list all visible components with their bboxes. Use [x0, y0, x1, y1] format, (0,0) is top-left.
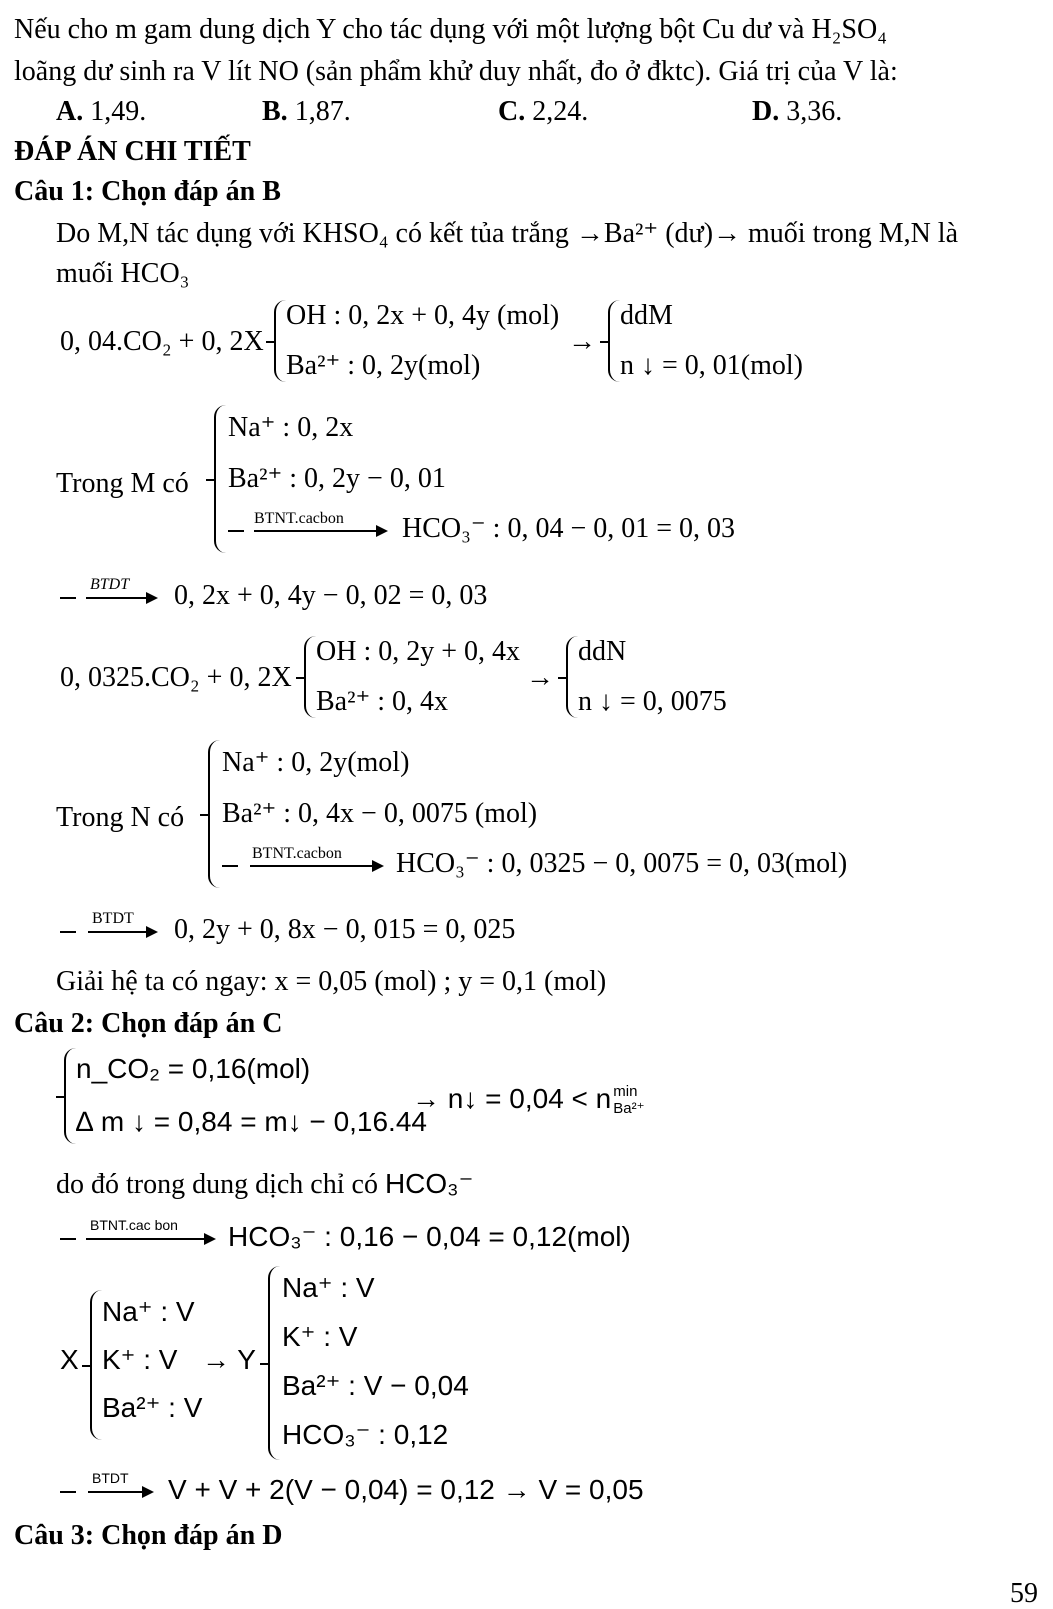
q2-text-1	[56, 1170, 473, 1199]
option-letter: C.	[498, 96, 526, 127]
long-arrow-icon	[88, 931, 156, 933]
q1-m2: Ba²⁺ : 0, 2y − 0, 01	[228, 463, 446, 494]
q1-eq2-left: 0, 0325.CO₂ + 0, 2X	[60, 662, 292, 693]
q1-heading: Câu 1: Chọn đáp án B	[14, 176, 281, 207]
q2-btnt: HCO₃⁻ : 0,16 − 0,04 = 0,12(mol)	[228, 1221, 631, 1252]
brace	[268, 1266, 280, 1460]
q1-eq1-r2: n ↓ = 0, 01(mol)	[620, 350, 803, 381]
long-arrow-icon	[86, 597, 156, 599]
arrow-label: BTNT.cac bon	[90, 1217, 178, 1233]
q2-x3: Ba²⁺ : V	[102, 1392, 203, 1423]
option-d	[752, 98, 842, 126]
q1-eq1-b2: Ba²⁺ : 0, 2y(mol)	[286, 350, 481, 381]
option-letter: D.	[752, 96, 780, 127]
q1-text-2: muối HCO₃	[56, 258, 190, 289]
q1-n-label: Trong N có	[56, 802, 185, 833]
arrow-label: BTDT	[90, 576, 130, 593]
dash	[60, 1491, 76, 1493]
dash	[228, 530, 244, 532]
q2-s-right-main: n↓ = 0,04 < n	[447, 1082, 612, 1114]
arrow-icon: →	[526, 662, 554, 693]
arrow-label: BTDT	[92, 910, 134, 927]
q2-s1: n_CO₂ = 0,16(mol)	[76, 1053, 311, 1084]
q1-eq2-r1: ddN	[578, 636, 627, 667]
long-arrow-icon	[250, 865, 382, 867]
brace	[90, 1290, 102, 1440]
q2-y-label: → Y	[202, 1344, 256, 1375]
long-arrow-icon	[88, 1491, 152, 1493]
arrow-label: BTNT.cacbon	[254, 510, 344, 527]
q2-y2: K⁺ : V	[282, 1321, 358, 1352]
q2-x-label: X	[60, 1344, 79, 1375]
option-value: 1,49.	[90, 96, 147, 127]
q1-text-1: Do M,N tác dụng với KHSO₄ có kết tủa trắng →Ba²⁺ (dư)→ muối trong M,N là	[56, 218, 959, 249]
option-value: 2,24.	[532, 96, 589, 127]
option-letter: A.	[56, 96, 84, 127]
arrow-label: BTDT	[92, 1470, 129, 1486]
q2-s-right-sup: min	[613, 1083, 638, 1100]
q1-eq1-left: 0, 04.CO₂ + 0, 2X	[60, 326, 264, 357]
dash	[60, 931, 76, 933]
option-a	[56, 98, 146, 126]
q2-x1: Na⁺ : V	[102, 1296, 195, 1327]
q2-s2: ∆ m ↓ = 0,84 = m↓ − 0,16.44	[76, 1106, 427, 1137]
q2-y3: Ba²⁺ : V − 0,04	[282, 1370, 469, 1401]
dash	[222, 865, 238, 867]
brace	[608, 300, 620, 382]
q1-eq2-b2: Ba²⁺ : 0, 4x	[316, 686, 449, 717]
brace	[208, 740, 220, 888]
option-value: 3,36.	[786, 96, 843, 127]
q1-eq2-r2: n ↓ = 0, 0075	[578, 686, 727, 717]
q2-text-1-main: do đó trong dung dịch chỉ có	[56, 1169, 378, 1200]
q2-s-right: → n↓ = 0,04 < n min Ba²⁺	[412, 1082, 645, 1117]
long-arrow-icon	[86, 1238, 214, 1240]
brace	[566, 636, 578, 718]
q2-y4: HCO₃⁻ : 0,12	[282, 1419, 449, 1450]
q1-eq2-b1: OH : 0, 2y + 0, 4x	[316, 636, 521, 667]
q2-y1: Na⁺ : V	[282, 1272, 375, 1303]
q1-eq1-b1: OH : 0, 2x + 0, 4y (mol)	[286, 300, 560, 331]
q1-n3: HCO₃⁻ : 0, 0325 − 0, 0075 = 0, 03(mol)	[396, 848, 848, 879]
q1-eq1-r1: ddM	[620, 300, 673, 331]
q1-m1: Na⁺ : 0, 2x	[228, 412, 354, 443]
q2-btdt: V + V + 2(V − 0,04) = 0,12 → V = 0,05	[168, 1474, 644, 1505]
q2-heading: Câu 2: Chọn đáp án C	[14, 1008, 283, 1039]
intro-line-1: Nếu cho m gam dung dịch Y cho tác dụng với một lượng bột Cu dư và H₂SO₄	[14, 14, 887, 45]
section-title: ĐÁP ÁN CHI TIẾT	[14, 136, 251, 167]
brace	[304, 636, 316, 718]
long-arrow-icon	[254, 530, 386, 532]
q2-hco3: HCO₃⁻	[384, 1168, 474, 1199]
option-value: 1,87.	[294, 96, 351, 127]
q2-x2: K⁺ : V	[102, 1344, 178, 1375]
q1-n2: Ba²⁺ : 0, 4x − 0, 0075 (mol)	[222, 798, 538, 829]
brace	[64, 1048, 76, 1144]
q1-m-label: Trong M có	[56, 468, 189, 499]
q3-heading: Câu 3: Chọn đáp án D	[14, 1520, 283, 1551]
option-letter: B.	[262, 96, 288, 127]
dash	[60, 1238, 76, 1240]
option-c	[498, 98, 588, 126]
q1-btdt2: 0, 2y + 0, 8x − 0, 015 = 0, 025	[174, 914, 516, 945]
q2-s-right-script	[613, 1084, 644, 1117]
arrow-label: BTNT.cacbon	[252, 845, 342, 862]
q1-btdt1: 0, 2x + 0, 4y − 0, 02 = 0, 03	[174, 580, 488, 611]
brace	[274, 300, 286, 382]
q1-m3: HCO₃⁻ : 0, 04 − 0, 01 = 0, 03	[402, 513, 736, 544]
brace	[214, 405, 226, 553]
option-b	[262, 98, 351, 126]
intro-line-2: loãng dư sinh ra V lít NO (sản phẩm khử duy nhất, đo ở đktc). Giá trị của V là:	[14, 56, 898, 87]
dash	[60, 597, 76, 599]
q2-s-right-sub: Ba²⁺	[613, 1099, 645, 1117]
page-number: 59	[1010, 1578, 1038, 1609]
arrow-icon: →	[568, 326, 596, 357]
q1-solve: Giải hệ ta có ngay: x = 0,05 (mol) ; y = 0,1 (mol)	[56, 966, 607, 997]
q1-n1: Na⁺ : 0, 2y(mol)	[222, 747, 410, 778]
